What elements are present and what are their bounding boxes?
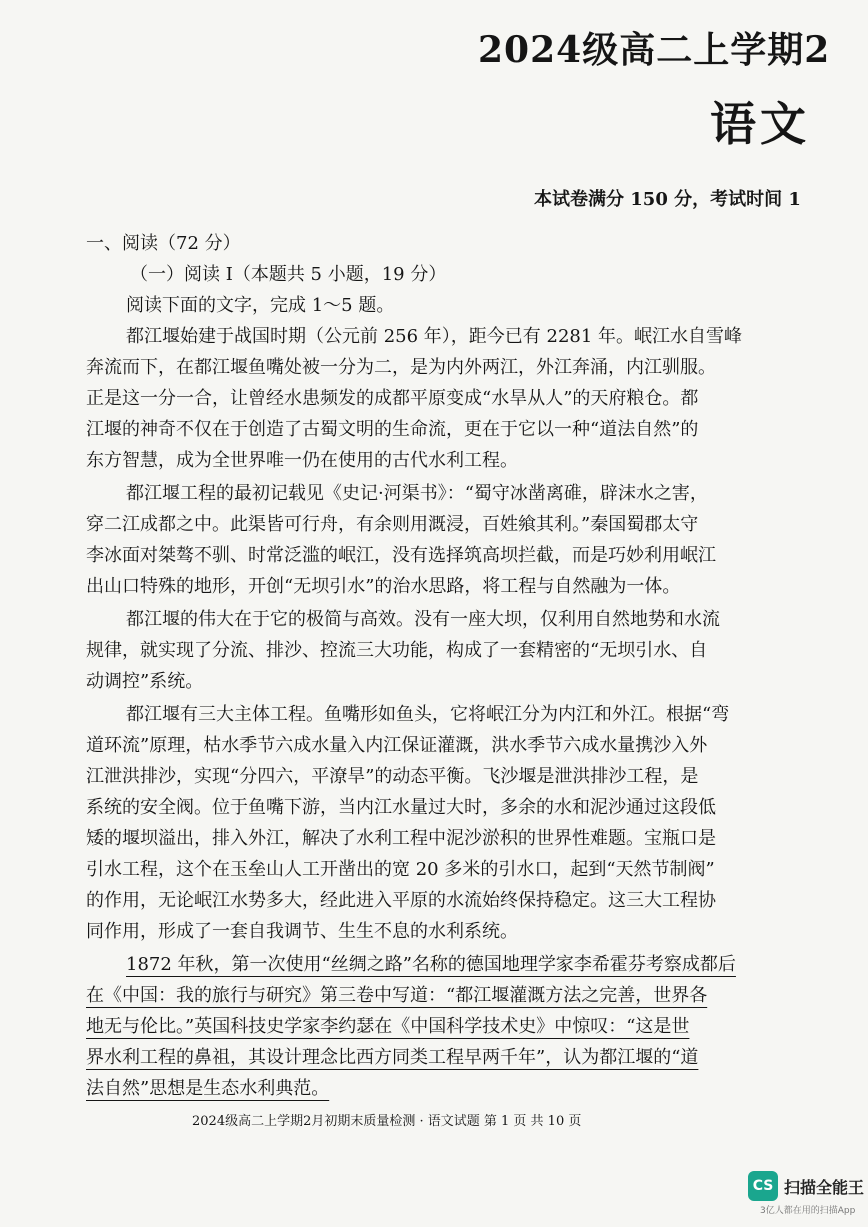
subject-title: 语文 [710, 97, 810, 151]
text-line: 穿二江成都之中。此渠皆可行舟，有余则用溉浸，百姓飨其利。”秦国蜀郡太守 [86, 514, 699, 535]
text-line: 动调控”系统。 [86, 671, 204, 692]
text-line: 地无与伦比。”英国科技史学家李约瑟在《中国科学技术史》中惊叹：“这是世 [86, 1016, 690, 1037]
paragraph-2 [86, 478, 816, 602]
text-line: 正是这一分一合，让曾经水患频发的成都平原变成“水旱从人”的天府粮仓。都 [86, 388, 699, 409]
text-line: 江堰的神奇不仅在于创造了古蜀文明的生命流，更在于它以一种“道法自然”的 [86, 419, 699, 440]
text-line: 引水工程，这个在玉垒山人工开凿出的宽 20 多米的引水口，起到“天然节制阀” [86, 859, 715, 880]
watermark-tagline: 3亿人都在用的扫描App [760, 1206, 856, 1216]
paragraph-3 [86, 604, 816, 697]
text-line: 李冰面对桀骜不驯、时常泛滥的岷江，没有选择筑高坝拦截，而是巧妙利用岷江 [86, 545, 716, 566]
text-line: 江泄洪排沙，实现“分四六，平潦旱”的动态平衡。飞沙堰是泄洪排沙工程，是 [86, 766, 699, 787]
text-line: 奔流而下，在都江堰鱼嘴处被一分为二，是为内外两江，外江奔涌，内江驯服。 [86, 357, 716, 378]
text-line: 系统的安全阀。位于鱼嘴下游，当内江水量过大时，多余的水和泥沙通过这段低 [86, 797, 716, 818]
scanner-watermark [748, 1167, 866, 1223]
text-line: 矮的堰坝溢出，排入外江，解决了水利工程中泥沙淤积的世界性难题。宝瓶口是 [86, 828, 716, 849]
page-footer: 2024级高二上学期2月初期末质量检测 · 语文试题 第 1 页 共 10 页 [192, 1114, 582, 1129]
text-line: 在《中国：我的旅行与研究》第三卷中写道：“都江堰灌溉方法之完善，世界各 [86, 985, 708, 1006]
paragraph-5-underlined [86, 949, 816, 1104]
paragraph-1 [86, 321, 816, 476]
reading-section [86, 228, 816, 1106]
exam-info: 本试卷满分 150 分，考试时间 1 [534, 189, 801, 210]
text-line: 出山口特殊的地形，开创“无坝引水”的治水思路，将工程与自然融为一体。 [86, 576, 681, 597]
text-line: 都江堰始建于战国时期（公元前 256 年），距今已有 2281 年。岷江水自雪峰 [126, 326, 743, 347]
text-line: 都江堰的伟大在于它的极简与高效。没有一座大坝，仅利用自然地势和水流 [126, 609, 720, 630]
text-line: 界水利工程的鼻祖，其设计理念比西方同类工程早两千年”，认为都江堰的“道 [86, 1047, 699, 1068]
section-heading: 一、阅读（72 分） [86, 233, 241, 254]
text-line: 都江堰工程的最初记载见《史记·河渠书》：“蜀守冰凿离碓，辟沫水之害， [126, 483, 708, 504]
text-line: 都江堰有三大主体工程。鱼嘴形如鱼头，它将岷江分为内江和外江。根据“弯 [126, 704, 730, 725]
text-line: 规律，就实现了分流、排沙、控流三大功能，构成了一套精密的“无坝引水、自 [86, 640, 708, 661]
camscanner-logo-icon: CS [748, 1171, 778, 1201]
reading-instruction: 阅读下面的文字，完成 1～5 题。 [126, 295, 395, 316]
text-line: 的作用，无论岷江水势多大，经此进入平原的水流始终保持稳定。这三大工程协 [86, 890, 716, 911]
exam-title: 2024级高二上学期2 [478, 29, 831, 71]
section-subheading: （一）阅读 I（本题共 5 小题，19 分） [130, 264, 447, 285]
text-line: 法自然”思想是生态水利典范。 [86, 1078, 330, 1099]
text-line: 同作用，形成了一套自我调节、生生不息的水利系统。 [86, 921, 518, 942]
text-line: 道环流”原理，枯水季节六成水量入内江保证灌溉，洪水季节六成水量携沙入外 [86, 735, 708, 756]
watermark-app-name: 扫描全能王 [784, 1178, 865, 1197]
text-line: 东方智慧，成为全世界唯一仍在使用的古代水利工程。 [86, 450, 518, 471]
paragraph-4 [86, 699, 816, 947]
text-line: 1872 年秋，第一次使用“丝绸之路”名称的德国地理学家李希霍芬考察成都后 [126, 954, 736, 975]
